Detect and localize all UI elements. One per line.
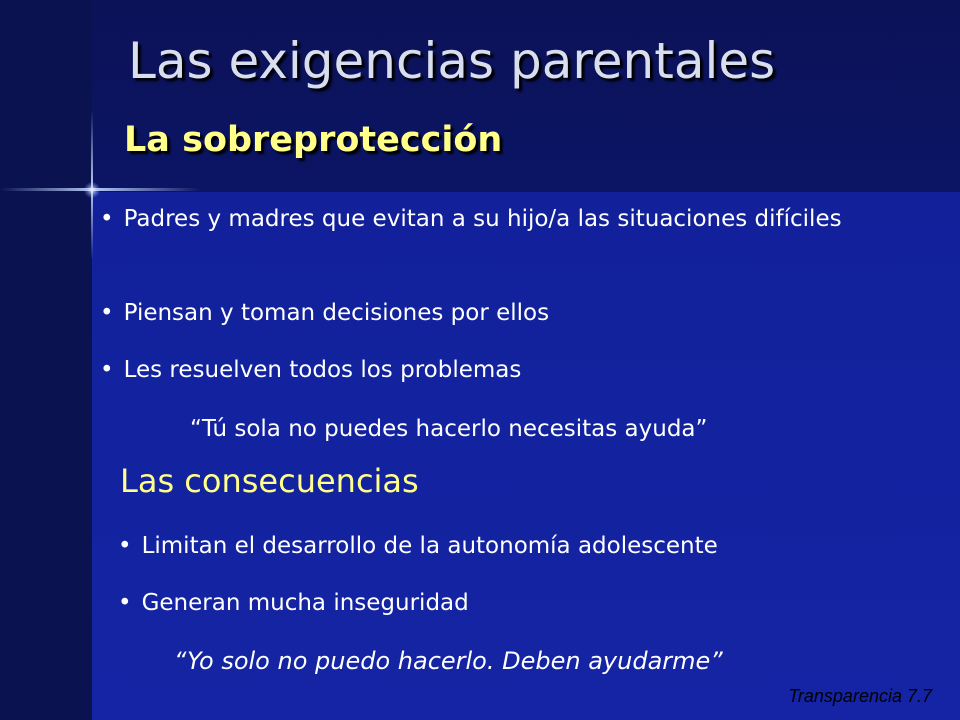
slide-title: Las exigencias parentales xyxy=(128,32,776,90)
content-panel xyxy=(92,192,960,720)
quote-overprotection: “Tú sola no puedes hacerlo necesitas ayuda” xyxy=(190,416,708,442)
slide-footer: Transparencia 7.7 xyxy=(788,686,932,706)
consequence-text: Generan mucha inseguridad xyxy=(141,590,469,616)
consequence-item xyxy=(118,529,718,564)
sparkle-horizontal-line xyxy=(0,188,200,191)
bullet-text: Piensan y toman decisiones por ellos xyxy=(123,300,550,326)
slide-subtitle: La sobreprotección xyxy=(124,120,503,160)
bullet-item xyxy=(100,353,521,388)
bullet-text: Padres y madres que evitan a su hijo/a las situaciones difíciles xyxy=(123,206,842,232)
bullet-icon: • xyxy=(100,206,114,232)
section-heading-consequences: Las consecuencias xyxy=(120,462,419,500)
quote-consequence: “Yo solo no puedo hacerlo. Deben ayudarme” xyxy=(174,647,723,675)
left-background-strip xyxy=(0,0,92,720)
consequence-text: Limitan el desarrollo de la autonomía adolescente xyxy=(141,533,718,559)
bullet-icon: • xyxy=(118,590,132,616)
title-band xyxy=(92,0,960,192)
bullet-icon: • xyxy=(100,357,114,383)
bullet-text: Les resuelven todos los problemas xyxy=(123,357,522,383)
consequence-item xyxy=(118,586,469,621)
bullet-item xyxy=(100,296,549,331)
bullet-icon: • xyxy=(100,300,114,326)
bullet-icon: • xyxy=(118,533,132,559)
bullet-item xyxy=(100,202,940,237)
sparkle-star-icon xyxy=(84,182,100,198)
